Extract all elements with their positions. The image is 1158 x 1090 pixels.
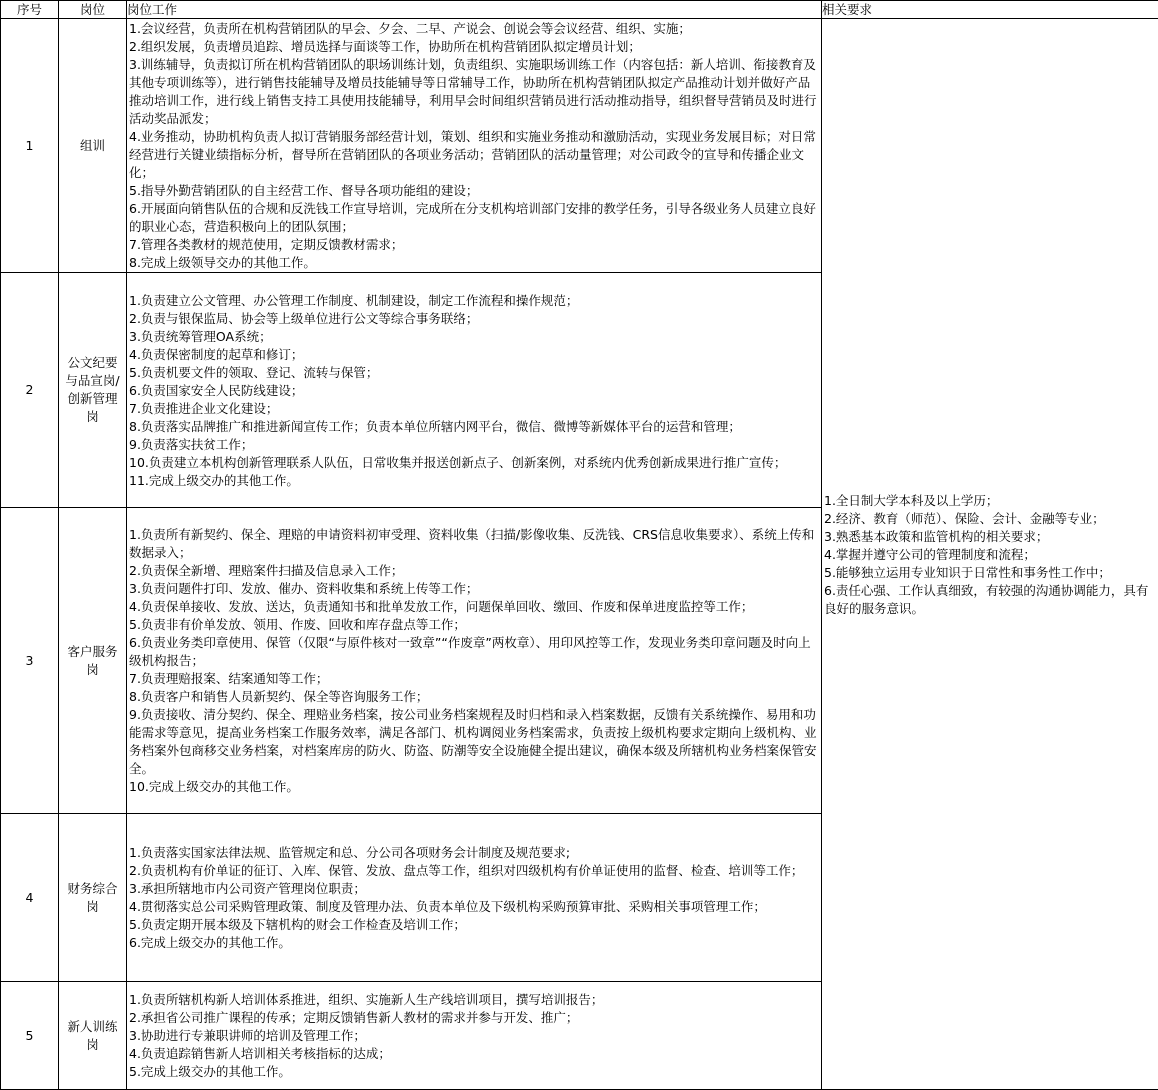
- duty-item: 5.负责非有价单发放、领用、作废、回收和库存盘点等工作；: [129, 616, 820, 634]
- duty-item: 1.负责所有新契约、保全、理赔的申请资料初审受理、资料收集（扫描/影像收集、反洗钱、CRS信息收集要求）、系统上传和数据录入；: [129, 526, 820, 562]
- duty-item: 8.完成上级领导交办的其他工作。: [129, 254, 820, 272]
- duty-item: 2.负责保全新增、理赔案件扫描及信息录入工作；: [129, 562, 820, 580]
- requirement-item: 5.能够独立运用专业知识于日常性和事务性工作中；: [824, 564, 1158, 582]
- duty-item: 4.负责保单接收、发放、送达，负责通知书和批单发放工作，问题保单回收、缴回、作废和保单进度监控等工作；: [129, 598, 820, 616]
- duty-item: 4.业务推动，协助机构负责人拟订营销服务部经营计划，策划、组织和实施业务推动和激励活动，实现业务发展目标；对日常经营进行关键业绩指标分析，督导所在营销团队的各项业务活动；营销团队的活动量管理；对公司政令的宣导和传播企业文化；: [129, 128, 820, 182]
- table-row: [1, 19, 1158, 273]
- post-name: 客户服务岗: [59, 508, 127, 814]
- row-number: 1: [1, 19, 59, 273]
- duty-item: 5.负责定期开展本级及下辖机构的财会工作检查及培训工作；: [129, 916, 820, 934]
- duty-item: 5.完成上级交办的其他工作。: [129, 1063, 820, 1081]
- duty-item: 1.会议经营，负责所在机构营销团队的早会、夕会、二早、产说会、创说会等会议经营、组织、实施；: [129, 20, 820, 38]
- requirements-cell: [822, 19, 1158, 1090]
- duty-item: 3.承担所辖地市内公司资产管理岗位职责；: [129, 880, 820, 898]
- duty-item: 4.负责追踪销售新人培训相关考核指标的达成；: [129, 1045, 820, 1063]
- duty-cell: [127, 508, 822, 814]
- requirement-item: 4.掌握并遵守公司的管理制度和流程；: [824, 546, 1158, 564]
- header-row: [1, 1, 1158, 19]
- duty-item: 9.负责落实扶贫工作；: [129, 436, 820, 454]
- duty-item: 3.负责统筹管理OA系统；: [129, 328, 820, 346]
- duty-item: 6.完成上级交办的其他工作。: [129, 934, 820, 952]
- duty-item: 6.开展面向销售队伍的合规和反洗钱工作宣导培训，完成所在分支机构培训部门安排的教学任务，引导各级业务人员建立良好的职业心态，营造积极向上的团队氛围；: [129, 200, 820, 236]
- duty-item: 3.训练辅导，负责拟订所在机构营销团队的职场训练计划，负责组织、实施职场训练工作（内容包括：新人培训、衔接教育及其他专项训练等），进行销售技能辅导及增员技能辅导等日常辅导工作，协助所在机构营销团队拟定产品推动计划并做好产品推动培训工作，进行线上销售支持工具使用技能辅导，利用早会时间组织营销员进行活动推动指导，组织督导营销员及时进行活动奖品派发；: [129, 56, 820, 128]
- duty-item: 1.负责落实国家法律法规、监管规定和总、分公司各项财务会计制度及规范要求;: [129, 844, 820, 862]
- row-number: 2: [1, 273, 59, 508]
- duty-item: 5.指导外勤营销团队的自主经营工作、督导各项功能组的建设；: [129, 182, 820, 200]
- duty-item: 6.负责国家安全人民防线建设；: [129, 382, 820, 400]
- header-requirements: 相关要求: [822, 1, 1158, 19]
- header-duty: 岗位工作: [127, 1, 822, 19]
- duty-item: 2.组织发展，负责增员追踪、增员选择与面谈等工作，协助所在机构营销团队拟定增员计划；: [129, 38, 820, 56]
- header-no: 序号: [1, 1, 59, 19]
- requirement-item: 1.全日制大学本科及以上学历；: [824, 492, 1158, 510]
- duty-item: 5.负责机要文件的领取、登记、流转与保管；: [129, 364, 820, 382]
- duty-item: 10.负责建立本机构创新管理联系人队伍，日常收集并报送创新点子、创新案例，对系统内优秀创新成果进行推广宣传；: [129, 454, 820, 472]
- duty-item: 11.完成上级交办的其他工作。: [129, 472, 820, 490]
- duty-item: 9.负责接收、清分契约、保全、理赔业务档案，按公司业务档案规程及时归档和录入档案数据，反馈有关系统操作、易用和功能需求等意见，提高业务档案工作服务效率，满足各部门、机构调阅业务档案需求，负责按上级机构要求定期向上级机构、业务档案外包商移交业务档案，对档案库房的防火、防盗、防潮等安全设施健全提出建议，确保本级及所辖机构业务档案保管安全。: [129, 706, 820, 778]
- duty-item: 3.协助进行专兼职讲师的培训及管理工作；: [129, 1027, 820, 1045]
- row-number: 5: [1, 982, 59, 1090]
- requirement-item: 3.熟悉基本政策和监管机构的相关要求；: [824, 528, 1158, 546]
- duty-item: 1.负责所辖机构新人培训体系推进，组织、实施新人生产线培训项目，撰写培训报告；: [129, 991, 820, 1009]
- duty-item: 8.负责客户和销售人员新契约、保全等咨询服务工作；: [129, 688, 820, 706]
- post-name: 新人训练岗: [59, 982, 127, 1090]
- duty-cell: [127, 19, 822, 273]
- duty-item: 4.负责保密制度的起草和修订；: [129, 346, 820, 364]
- duty-cell: [127, 273, 822, 508]
- header-post: 岗位: [59, 1, 127, 19]
- duty-item: 3.负责问题件打印、发放、催办、资料收集和系统上传等工作；: [129, 580, 820, 598]
- post-name: 财务综合岗: [59, 814, 127, 982]
- duty-item: 4.贯彻落实总公司采购管理政策、制度及管理办法、负责本单位及下级机构采购预算审批、采购相关事项管理工作；: [129, 898, 820, 916]
- duty-item: 2.负责与银保监局、协会等上级单位进行公文等综合事务联络；: [129, 310, 820, 328]
- post-name: 组训: [59, 19, 127, 273]
- duty-item: 10.完成上级交办的其他工作。: [129, 778, 820, 796]
- row-number: 4: [1, 814, 59, 982]
- duty-item: 6.负责业务类印章使用、保管（仅限“与原件核对一致章”“作废章”两枚章）、用印风控等工作，发现业务类印章问题及时向上级机构报告；: [129, 634, 820, 670]
- duty-cell: [127, 814, 822, 982]
- duty-item: 7.负责推进企业文化建设；: [129, 400, 820, 418]
- requirement-item: 6.责任心强、工作认真细致，有较强的沟通协调能力，具有良好的服务意识。: [824, 582, 1158, 618]
- duty-cell: [127, 982, 822, 1090]
- requirement-item: 2.经济、教育（师范）、保险、会计、金融等专业；: [824, 510, 1158, 528]
- duty-item: 7.管理各类教材的规范使用，定期反馈教材需求；: [129, 236, 820, 254]
- duty-item: 7.负责理赔报案、结案通知等工作；: [129, 670, 820, 688]
- post-name: 公文纪要与品宣岗/创新管理岗: [59, 273, 127, 508]
- duty-item: 2.负责机构有价单证的征订、入库、保管、发放、盘点等工作，组织对四级机构有价单证使用的监督、检查、培训等工作；: [129, 862, 820, 880]
- row-number: 3: [1, 508, 59, 814]
- duty-item: 2.承担省公司推广课程的传承；定期反馈销售新人教材的需求并参与开发、推广；: [129, 1009, 820, 1027]
- duty-item: 8.负责落实品牌推广和推进新闻宣传工作；负责本单位所辖内网平台，微信、微博等新媒体平台的运营和管理；: [129, 418, 820, 436]
- duty-item: 1.负责建立公文管理、办公管理工作制度、机制建设，制定工作流程和操作规范；: [129, 292, 820, 310]
